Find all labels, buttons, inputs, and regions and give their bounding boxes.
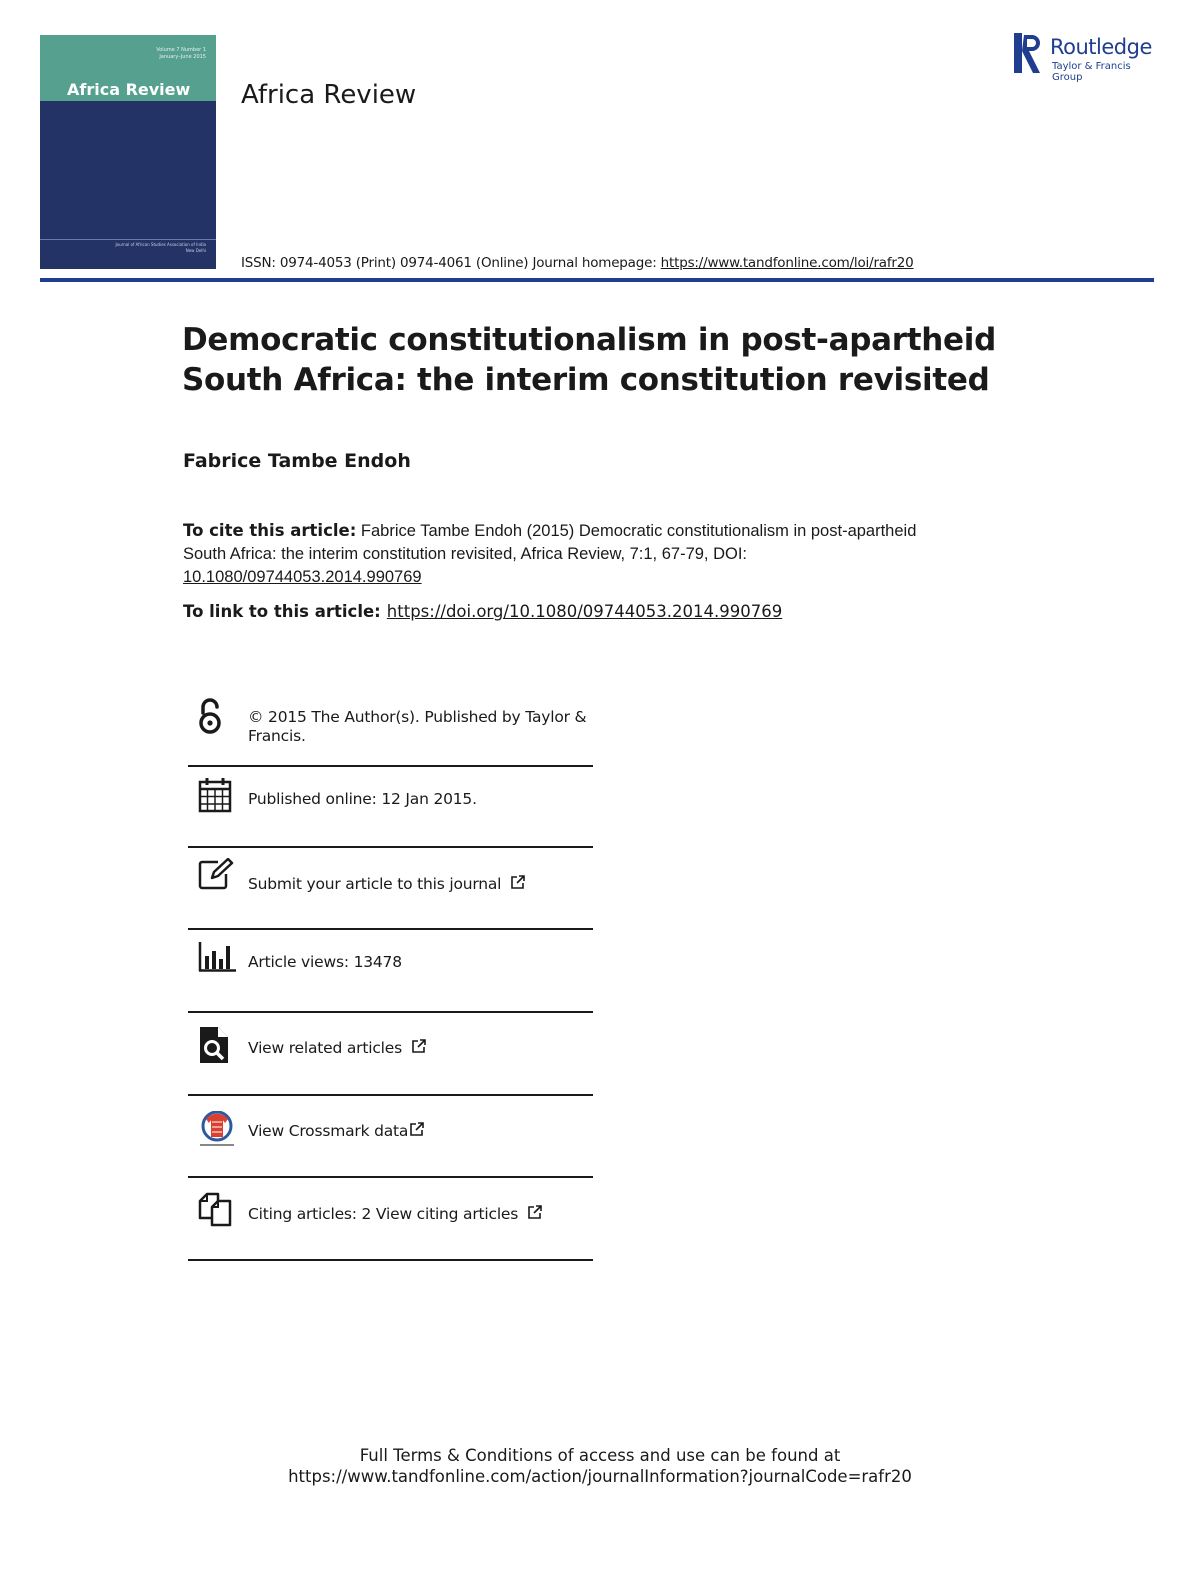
article-doi-url[interactable]: https://doi.org/10.1080/09744053.2014.990769 <box>386 602 783 621</box>
bar-chart-icon <box>198 942 236 972</box>
article-author: Fabrice Tambe Endoh <box>183 450 411 472</box>
info-row-related[interactable] <box>188 1013 593 1096</box>
cover-volume-info: Volume 7 Number 1 January–June 2015 <box>156 47 206 60</box>
view-crossmark-link[interactable]: View Crossmark data <box>248 1122 593 1141</box>
publisher-group: Taylor & Francis Group <box>1052 61 1131 83</box>
journal-name: Africa Review <box>241 80 417 110</box>
cover-top-band <box>40 35 216 101</box>
citation-doi-link[interactable]: 10.1080/09744053.2014.990769 <box>183 568 422 586</box>
citation-text: Fabrice Tambe Endoh (2015) Democratic constitutionalism in post-apartheid South Africa: the interim constitution revisited, Africa Review, 7:1, 67-79, DOI: <box>183 522 917 563</box>
info-row-crossmark[interactable] <box>188 1096 593 1178</box>
info-row-views <box>188 930 593 1013</box>
external-link-icon <box>411 1039 426 1054</box>
article-info-panel <box>188 692 593 1261</box>
document-search-icon <box>198 1026 230 1064</box>
terms-footer <box>0 1445 1200 1487</box>
issn-line <box>241 255 914 271</box>
citing-articles-icon <box>198 1191 234 1227</box>
info-row-submit[interactable] <box>188 848 593 930</box>
article-link-label: To link to this article: <box>183 602 381 621</box>
terms-text: Full Terms & Conditions of access and use can be found at <box>359 1446 841 1465</box>
article-views: Article views: 13478 <box>248 953 402 971</box>
open-access-icon <box>194 697 226 737</box>
external-link-icon <box>409 1122 424 1137</box>
cover-footer: Journal of African Studies Association of India New Delhi <box>115 242 206 253</box>
header-rule <box>40 278 1154 282</box>
citation-block <box>183 519 923 589</box>
article-link-block <box>183 602 782 622</box>
publisher-name: Routledge <box>1050 35 1152 59</box>
edit-pencil-icon <box>198 858 234 890</box>
routledge-logo-icon <box>1014 33 1044 75</box>
info-row-citing[interactable] <box>188 1178 593 1261</box>
view-related-articles-link[interactable]: View related articles <box>248 1039 593 1058</box>
info-row-published <box>188 767 593 848</box>
citing-articles-link[interactable]: Citing articles: 2 View citing articles <box>248 1205 593 1224</box>
external-link-icon <box>510 875 525 890</box>
issn-text: ISSN: 0974-4053 (Print) 0974-4061 (Online) Journal homepage: <box>241 255 661 271</box>
publisher-logo <box>1014 33 1164 83</box>
external-link-icon <box>527 1205 542 1220</box>
copyright-text: © 2015 The Author(s). Published by Taylor & Francis. <box>248 708 587 745</box>
info-row-open-access <box>188 692 593 767</box>
cover-title: Africa Review <box>67 80 191 99</box>
terms-url[interactable]: https://www.tandfonline.com/action/journalInformation?journalCode=rafr20 <box>288 1467 912 1486</box>
cover-divider <box>40 239 216 240</box>
article-title: Democratic constitutionalism in post-apartheid South Africa: the interim constitution revisited <box>182 322 996 398</box>
citation-label: To cite this article: <box>183 521 357 540</box>
journal-homepage-link[interactable]: https://www.tandfonline.com/loi/rafr20 <box>660 255 914 271</box>
published-date: Published online: 12 Jan 2015. <box>248 790 477 808</box>
crossmark-icon <box>198 1111 236 1149</box>
submit-article-link[interactable]: Submit your article to this journal <box>248 875 593 894</box>
calendar-icon <box>198 777 232 813</box>
journal-cover <box>40 35 216 269</box>
